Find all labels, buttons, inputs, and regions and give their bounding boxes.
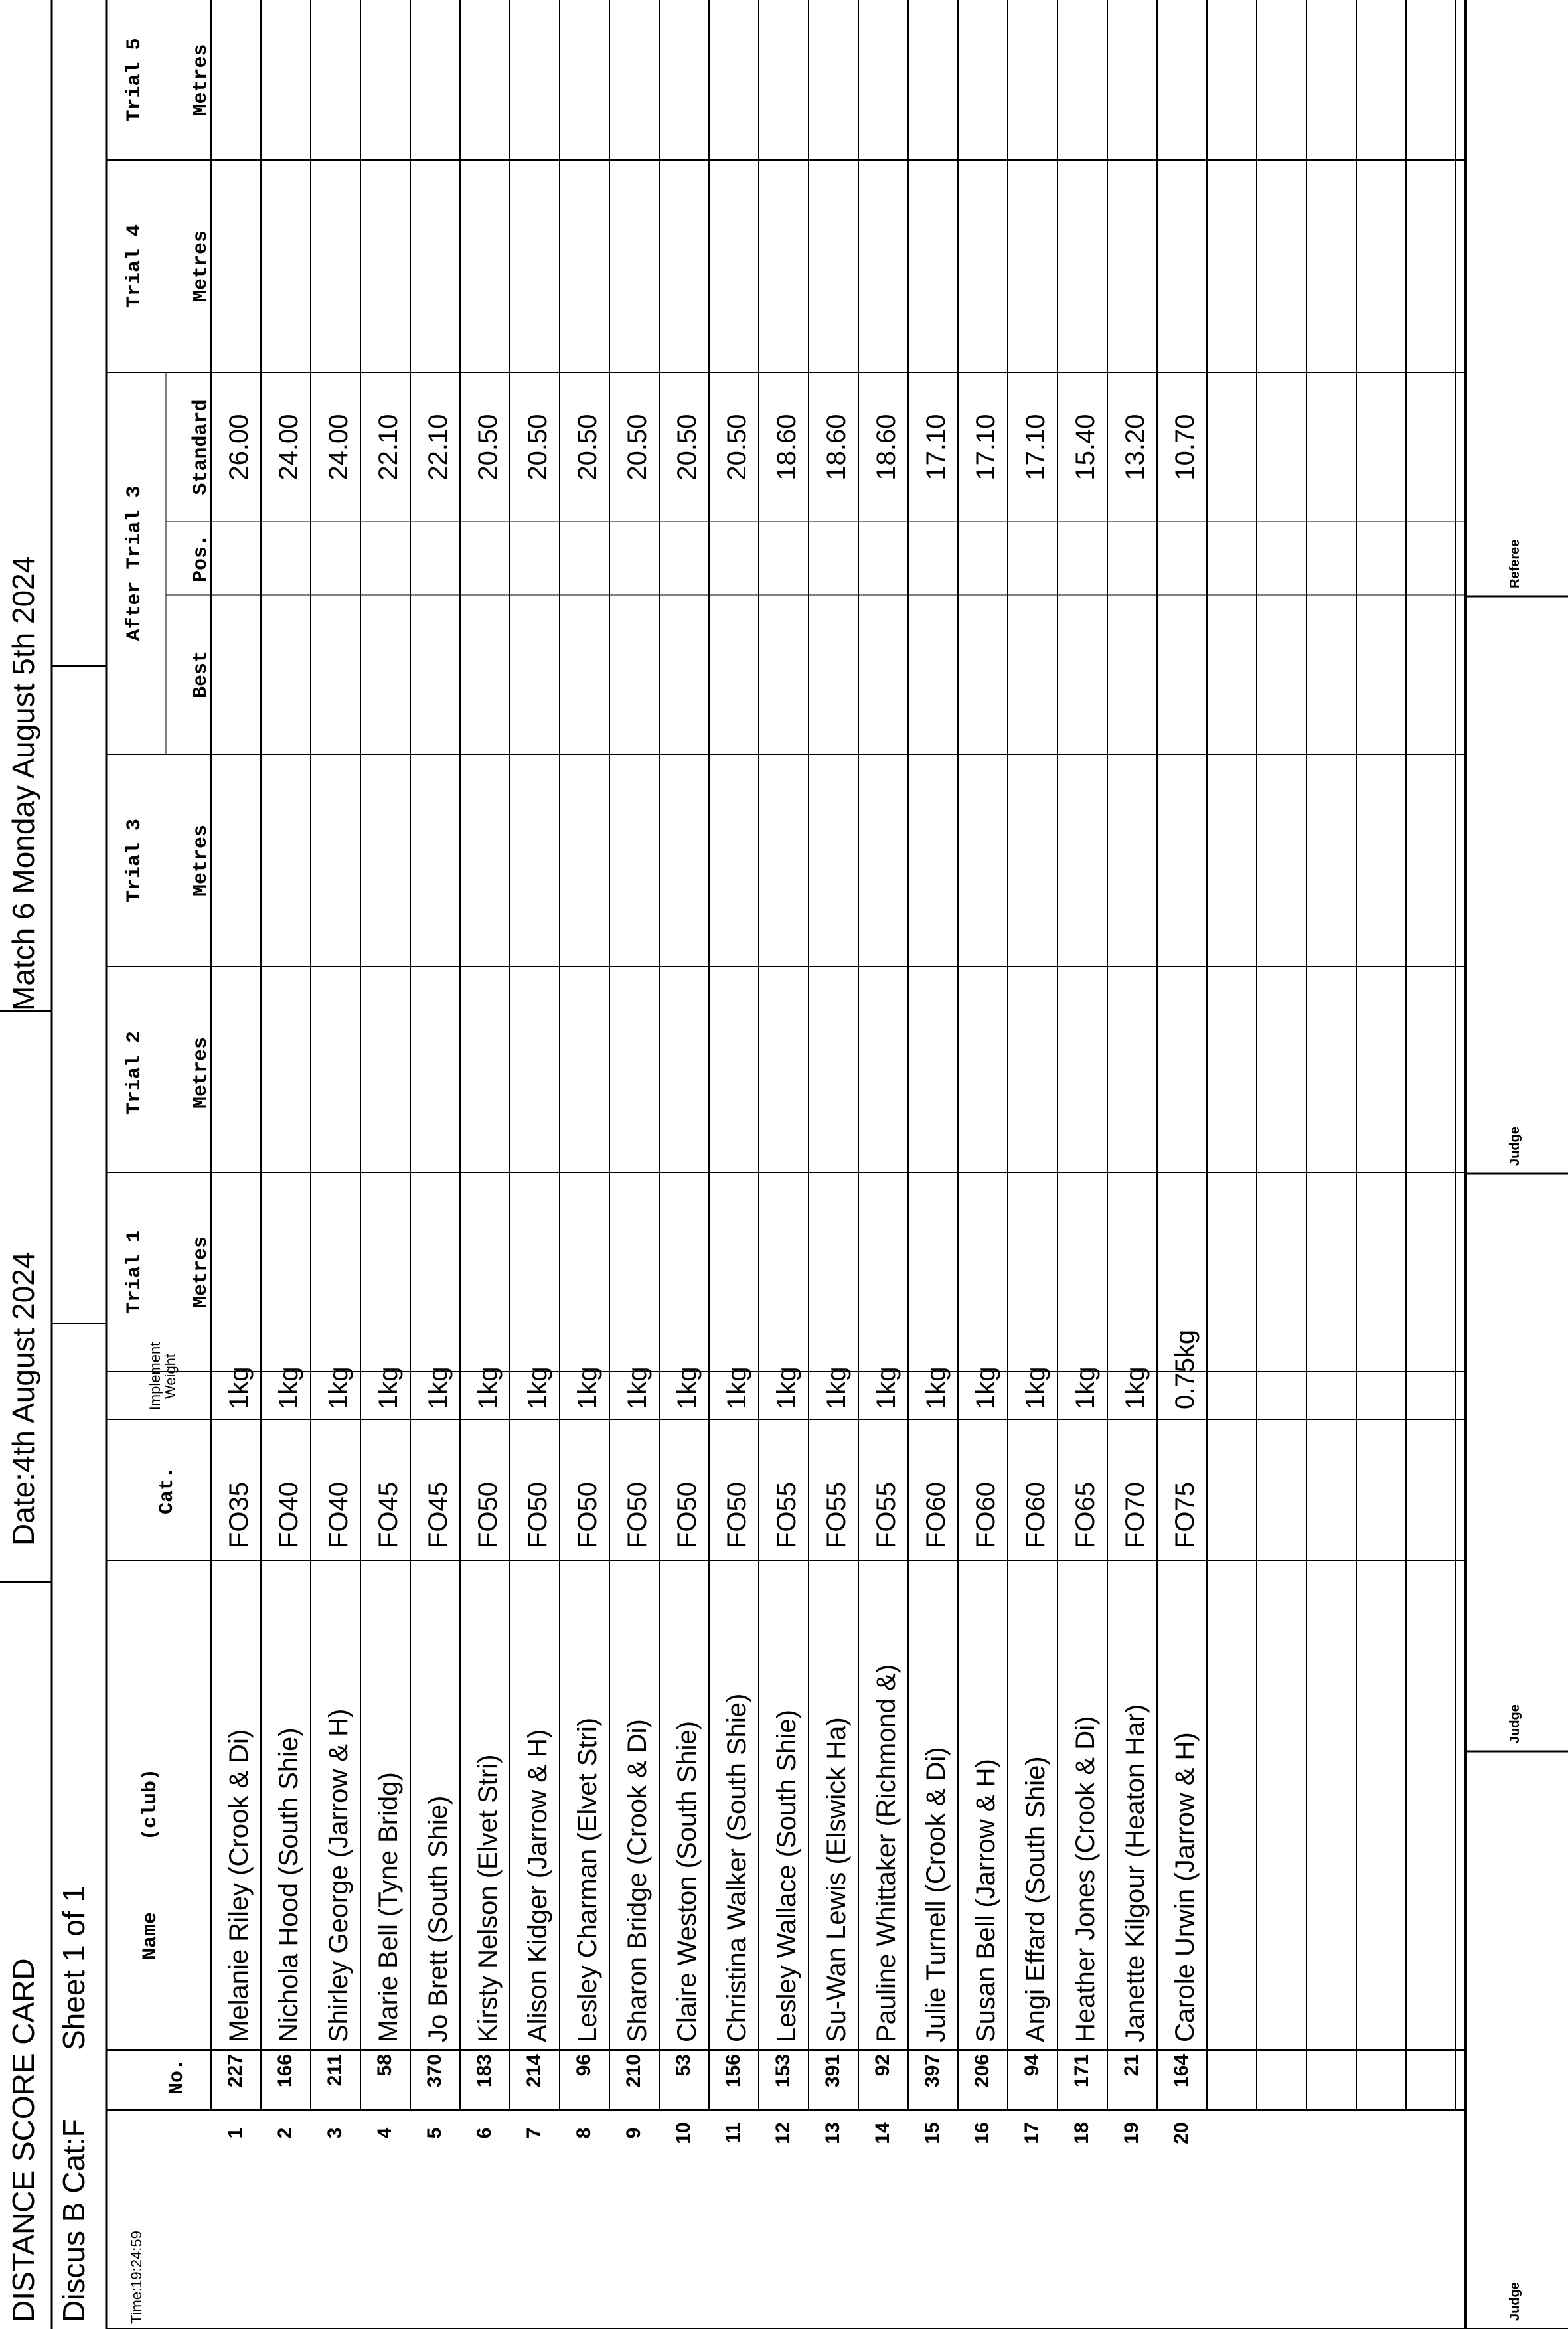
competitor-number: 164 (1170, 2054, 1192, 2088)
col-after-trial3-header: After Trial 3 (123, 485, 146, 641)
standard-value: 18.60 (822, 414, 851, 481)
col-trial4-header: Trial 4 (123, 224, 146, 309)
card-title: DISTANCE SCORE CARD (6, 1958, 40, 2322)
standard-value: 24.00 (274, 414, 303, 481)
competitor-category: FO55 (872, 1481, 901, 1548)
competitor-category: FO60 (971, 1481, 1000, 1548)
competitor-category: FO50 (523, 1481, 552, 1548)
implement-weight: 1kg (224, 1366, 254, 1409)
implement-weight: 1kg (573, 1366, 602, 1409)
implement-weight: 1kg (324, 1366, 353, 1409)
competitor-name: Nichola Hood (South Shie) (274, 1727, 303, 2042)
competitor-category: FO60 (1021, 1481, 1050, 1548)
competitor-category: FO75 (1170, 1481, 1200, 1548)
row-index: 2 (274, 2127, 296, 2139)
implement-weight: 1kg (722, 1366, 751, 1409)
col-pos-header: Pos. (190, 534, 212, 583)
date-label: Date:4th August 2024 (6, 1251, 40, 1546)
competitor-number: 206 (971, 2054, 993, 2088)
implement-weight: 1kg (971, 1366, 1000, 1409)
competitor-name: Carole Urwin (Jarrow & H) (1170, 1732, 1200, 2042)
competitor-number: 397 (921, 2054, 943, 2088)
col-standard-header: Standard (190, 399, 212, 495)
competitor-number: 96 (573, 2054, 595, 2077)
row-index: 15 (921, 2122, 943, 2144)
implement-weight: 1kg (1071, 1366, 1100, 1409)
competitor-category: FO40 (274, 1481, 303, 1548)
competitor-number: 211 (324, 2054, 346, 2087)
col-cat-header: Cat. (156, 1467, 179, 1515)
col-trial1-metres: Metres (190, 1236, 212, 1309)
standard-value: 20.50 (672, 414, 702, 481)
implement-weight: 1kg (1121, 1366, 1150, 1409)
competitor-number: 53 (672, 2054, 694, 2077)
col-trial2-header: Trial 2 (123, 1030, 146, 1115)
col-best-header: Best (190, 651, 212, 699)
implement-weight: 1kg (772, 1366, 801, 1409)
standard-value: 17.10 (971, 414, 1000, 481)
standard-value: 22.10 (374, 414, 403, 481)
competitor-name: Claire Weston (South Shie) (672, 1721, 702, 2042)
standard-value: 17.10 (921, 414, 951, 481)
col-trial3-metres: Metres (190, 824, 212, 897)
row-index: 12 (772, 2122, 794, 2144)
row-index: 1 (224, 2127, 246, 2139)
col-weight-header: Implement Weight (147, 1342, 179, 1411)
standard-value: 20.50 (623, 414, 652, 481)
row-index: 6 (473, 2127, 495, 2139)
sheet-label: Sheet 1 of 1 (56, 1885, 91, 2050)
competitor-name: Janette Kilgour (Heaton Har) (1121, 1704, 1150, 2042)
row-index: 5 (424, 2127, 445, 2139)
standard-value: 13.20 (1121, 414, 1150, 481)
competitor-number: 370 (424, 2054, 445, 2088)
row-index: 17 (1021, 2122, 1043, 2144)
row-index: 14 (872, 2122, 894, 2144)
row-index: 11 (722, 2123, 744, 2144)
standard-value: 26.00 (224, 414, 254, 481)
competitor-number: 21 (1121, 2054, 1142, 2077)
col-trial1-header: Trial 1 (123, 1230, 146, 1315)
competitor-name: Alison Kidger (Jarrow & H) (523, 1729, 552, 2042)
standard-value: 18.60 (772, 414, 801, 481)
competitor-number: 166 (274, 2054, 296, 2088)
implement-weight: 1kg (374, 1366, 403, 1409)
col-trial3-header: Trial 3 (123, 818, 146, 903)
competitor-category: FO50 (722, 1481, 751, 1548)
row-index: 10 (672, 2122, 694, 2144)
competitor-name: Shirley George (Jarrow & H) (324, 1708, 353, 2042)
competitor-number: 171 (1071, 2054, 1093, 2088)
standard-value: 20.50 (473, 414, 503, 481)
implement-weight: 1kg (822, 1366, 851, 1409)
row-index: 20 (1170, 2122, 1192, 2144)
row-index: 16 (971, 2122, 993, 2144)
competitor-number: 58 (374, 2054, 396, 2077)
competitor-name: Jo Brett (South Shie) (424, 1795, 453, 2042)
judge-label-1: Judge (1508, 2282, 1522, 2321)
implement-weight: 0.75kg (1170, 1329, 1200, 1409)
standard-value: 18.60 (872, 414, 901, 481)
competitor-category: FO45 (374, 1481, 403, 1548)
standard-value: 24.00 (324, 414, 353, 481)
implement-weight: 1kg (1021, 1366, 1050, 1409)
implement-weight: 1kg (921, 1366, 951, 1409)
competitor-category: FO55 (772, 1481, 801, 1548)
standard-value: 20.50 (523, 414, 552, 481)
competitor-category: FO40 (324, 1481, 353, 1548)
competitor-category: FO50 (623, 1481, 652, 1548)
competitor-category: FO55 (822, 1481, 851, 1548)
standard-value: 20.50 (722, 414, 751, 481)
competitor-number: 391 (822, 2054, 844, 2088)
row-index: 9 (623, 2127, 645, 2139)
competitor-number: 183 (473, 2054, 495, 2088)
competitor-category: FO50 (672, 1481, 702, 1548)
competitor-name: Kirsty Nelson (Elvet Stri) (473, 1754, 503, 2042)
competitor-name: Marie Bell (Tyne Bridg) (374, 1772, 403, 2042)
judge-label-2: Judge (1508, 1704, 1522, 1743)
col-no-header: No. (166, 2059, 189, 2095)
competitor-category: FO65 (1071, 1481, 1100, 1548)
standard-value: 10.70 (1170, 414, 1200, 481)
print-time: Time:19:24:59 (128, 2231, 145, 2324)
implement-weight: 1kg (872, 1366, 901, 1409)
competitor-category: FO35 (224, 1481, 254, 1548)
competitor-category: FO70 (1121, 1481, 1150, 1548)
row-index: 4 (374, 2127, 396, 2139)
competitor-name: Julie Turnell (Crook & Di) (921, 1747, 951, 2042)
competitor-category: FO45 (424, 1481, 453, 1548)
competitor-number: 153 (772, 2054, 794, 2088)
competitor-name: Christina Walker (South Shie) (722, 1693, 751, 2042)
standard-value: 15.40 (1071, 414, 1100, 481)
implement-weight: 1kg (523, 1366, 552, 1409)
col-trial4-metres: Metres (190, 230, 212, 303)
competitor-name: Susan Bell (Jarrow & H) (971, 1759, 1000, 2042)
competitor-number: 92 (872, 2054, 894, 2077)
competitor-name: Pauline Whittaker (Richmond &) (872, 1664, 901, 2042)
standard-value: 20.50 (573, 414, 602, 481)
competitor-name: Melanie Riley (Crook & Di) (224, 1729, 254, 2042)
row-index: 18 (1071, 2122, 1093, 2144)
competitor-name: Lesley Charman (Elvet Stri) (573, 1717, 602, 2042)
row-index: 3 (324, 2127, 346, 2139)
row-index: 8 (573, 2127, 595, 2139)
match-label: Match 6 Monday August 5th 2024 (6, 556, 40, 1011)
implement-weight: 1kg (623, 1366, 652, 1409)
referee-label: Referee (1508, 539, 1522, 588)
competitor-name: Su-Wan Lewis (Elswick Ha) (822, 1717, 851, 2042)
competitor-category: FO50 (573, 1481, 602, 1548)
col-name-header: Name (club) (139, 1768, 162, 1961)
row-index: 13 (822, 2122, 844, 2144)
implement-weight: 1kg (473, 1366, 503, 1409)
standard-value: 17.10 (1021, 414, 1050, 481)
competitor-number: 214 (523, 2054, 545, 2088)
event-label: Discus B Cat:F (56, 2119, 91, 2322)
competitor-name: Angi Effard (South Shie) (1021, 1756, 1050, 2042)
competitor-name: Heather Jones (Crook & Di) (1071, 1716, 1100, 2042)
implement-weight: 1kg (274, 1366, 303, 1409)
col-trial5-header: Trial 5 (123, 38, 146, 122)
competitor-name: Sharon Bridge (Crook & Di) (623, 1719, 652, 2042)
competitor-category: FO60 (921, 1481, 951, 1548)
competitor-category: FO50 (473, 1481, 503, 1548)
standard-value: 22.10 (424, 414, 453, 481)
competitor-number: 94 (1021, 2054, 1043, 2077)
implement-weight: 1kg (424, 1366, 453, 1409)
implement-weight: 1kg (672, 1366, 702, 1409)
col-trial5-metres: Metres (190, 44, 212, 116)
competitor-name: Lesley Wallace (South Shie) (772, 1710, 801, 2042)
col-trial2-metres: Metres (190, 1036, 212, 1109)
competitor-number: 156 (722, 2054, 744, 2088)
competitor-number: 210 (623, 2054, 645, 2088)
judge-label-3: Judge (1508, 1127, 1522, 1166)
competitor-number: 227 (224, 2054, 246, 2088)
row-index: 19 (1121, 2122, 1142, 2144)
row-index: 7 (523, 2127, 545, 2139)
